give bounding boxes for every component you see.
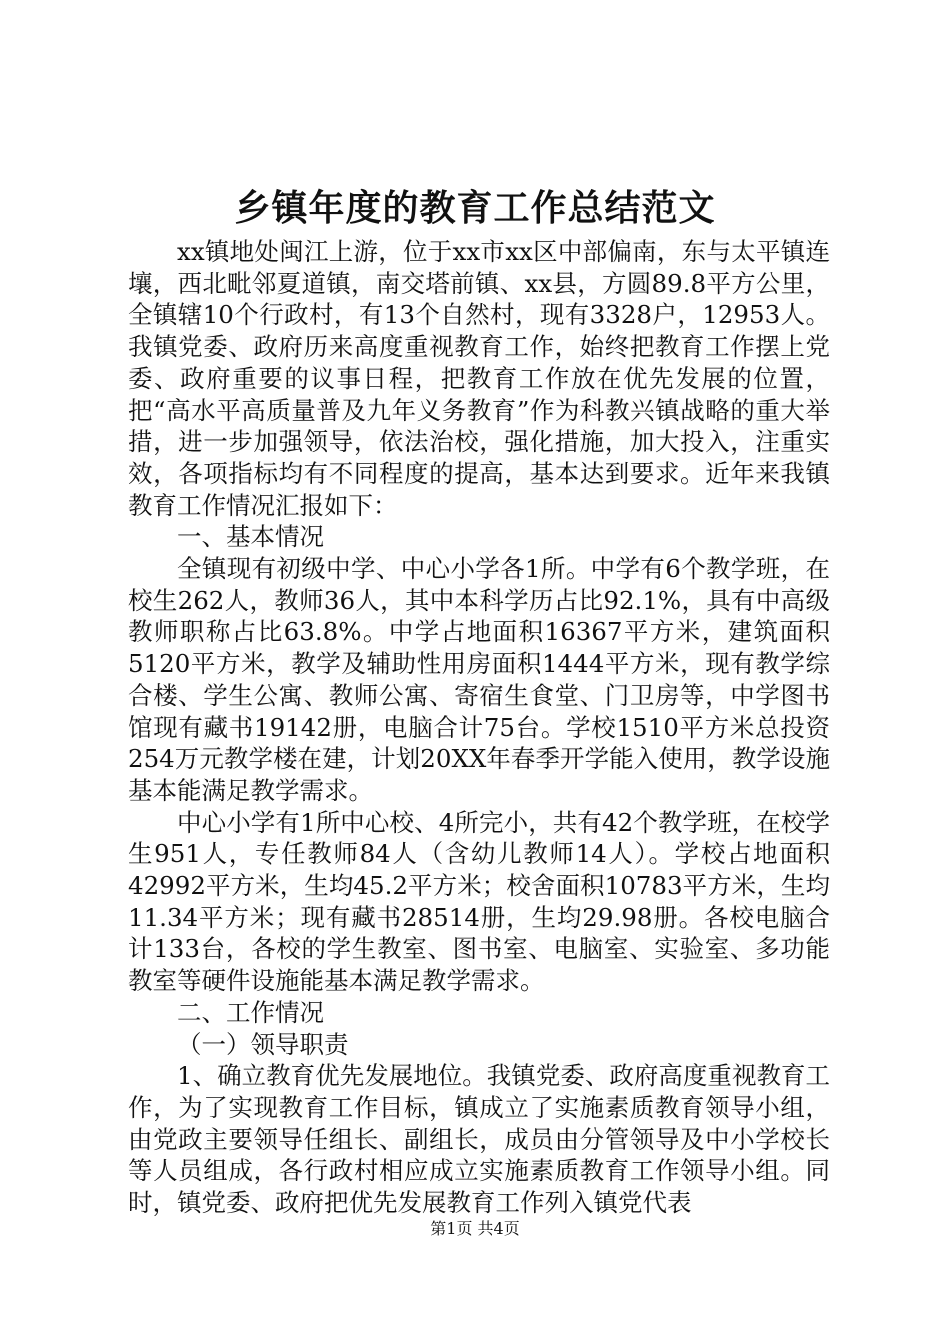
middle-school-paragraph: 全镇现有初级中学、中心小学各1所。中学有6个教学班，在校生262人，教师36人，其中本科学历占比92.1%，具有中高级教师职称占比63.8%。中学占地面积16367平方米，建筑面积5120平方米，教学及辅助性用房面积1444平方米，现有教学综合楼、学生公寓、教师公寓、寄宿生食堂、门卫房等，中学图书馆现有藏书19142册，电脑合计75台。学校1510平方米总投资254万元教学楼在建，计划20XX年春季开学能入使用，教学设施基本能满足教学需求。 bbox=[128, 554, 830, 805]
document-body bbox=[128, 236, 830, 1219]
section-heading-basic-situation: 一、基本情况 bbox=[177, 522, 324, 552]
intro-paragraph: xx镇地处闽江上游，位于xx市xx区中部偏南，东与太平镇连壤，西北毗邻夏道镇，南交塔前镇、xx县，方圆89.8平方公里，全镇辖10个行政村，有13个自然村，现有3328户，12953人。我镇党委、政府历来高度重视教育工作，始终把教育工作摆上党委、政府重要的议事日程，把教育工作放在优先发展的位置，把“高水平高质量普及九年义务教育”作为科教兴镇战略的重大举措，进一步加强领导，依法治校，强化措施，加大投入，注重实效，各项指标均有不同程度的提高，基本达到要求。近年来我镇教育工作情况汇报如下： bbox=[128, 237, 830, 520]
section-heading-work-situation: 二、工作情况 bbox=[177, 997, 324, 1027]
leadership-paragraph: 1、确立教育优先发展地位。我镇党委、政府高度重视教育工作，为了实现教育工作目标，镇成立了实施素质教育领导小组，由党政主要领导任组长、副组长，成员由分管领导及中小学校长等人员组成，各行政村相应成立实施素质教育工作领导小组。同时，镇党委、政府把优先发展教育工作列入镇党代表 bbox=[128, 1061, 830, 1218]
primary-school-paragraph: 中心小学有1所中心校、4所完小，共有42个教学班，在校学生951人，专任教师84人（含幼儿教师14人）。学校占地面积42992平方米，生均45.2平方米；校舍面积10783平方米，生均11.34平方米；现有藏书28514册，生均29.98册。各校电脑合计133台，各校的学生教室、图书室、电脑室、实验室、多功能教室等硬件设施能基本满足教学需求。 bbox=[128, 807, 830, 996]
subsection-heading-leadership: （一）领导职责 bbox=[177, 1029, 349, 1059]
page-footer: 第1页 共4页 bbox=[430, 1219, 520, 1238]
document-title: 乡镇年度的教育工作总结范文 bbox=[234, 187, 716, 229]
